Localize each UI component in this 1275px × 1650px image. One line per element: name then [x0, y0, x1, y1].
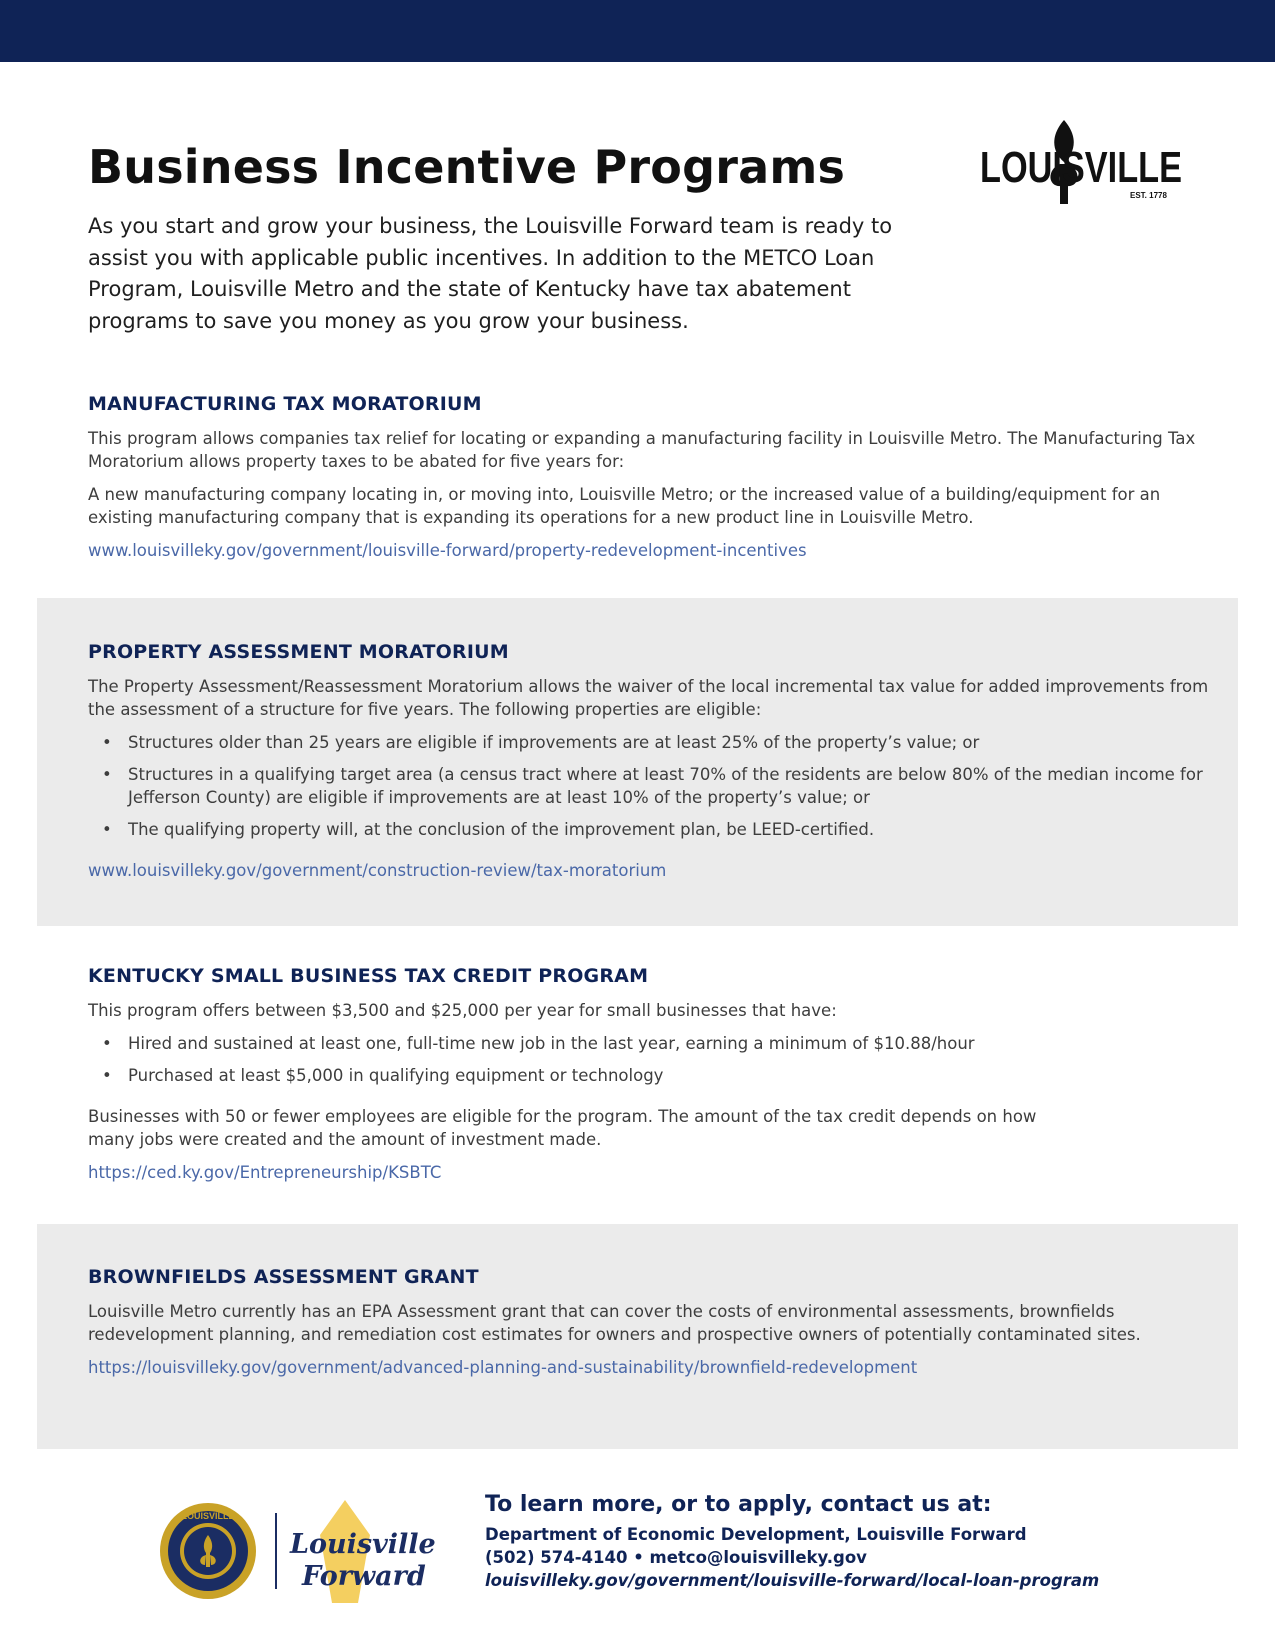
list-item: • Structures in a qualifying target area (a census tract where at least 70% of the residents are below 80% of the median income for Jefferson County) are eligible if improvements are at least 10% of the property’s value; or [102, 765, 1203, 807]
contact-department: Department of Economic Development, Louisville Forward [485, 1525, 1027, 1544]
kentucky-link[interactable]: https://ced.ky.gov/Entrepreneurship/KSBTC [88, 1163, 442, 1182]
section-paragraph: A new manufacturing company locating in, or moving into, Louisville Metro; or the increased value of a building/equipment for an existing manufacturing company that is expanding its operations for a new product line in Louisville Metro. [88, 485, 1161, 527]
section-heading: PROPERTY ASSESSMENT MORATORIUM [88, 641, 509, 663]
bullet-icon: • [102, 765, 112, 784]
section-paragraph: The Property Assessment/Reassessment Moratorium allows the waiver of the local incremental tax value for added improvements from the assessment of a structure for five years. The following properties are eligible: [88, 677, 1209, 719]
page-title: Business Incentive Programs [88, 140, 846, 194]
list-item: • Structures older than 25 years are eligible if improvements are at least 25% of the property’s value; or [102, 733, 980, 752]
section-paragraph: This program offers between $3,500 and $25,000 per year for small businesses that have: [88, 1001, 837, 1020]
logo-est: EST. 1778 [1130, 191, 1167, 200]
bullet-icon: • [102, 733, 112, 752]
louisville-logo [980, 112, 1182, 212]
bullet-list [88, 1032, 1218, 1087]
bullet-icon: • [102, 820, 112, 839]
contact-phone-email[interactable]: (502) 574-4140 • metco@louisvilleky.gov [485, 1548, 867, 1567]
manufacturing-link[interactable]: www.louisvilleky.gov/government/louisville-forward/property-redevelopment-incentives [88, 541, 807, 560]
section-heading: KENTUCKY SMALL BUSINESS TAX CREDIT PROGRAM [88, 965, 649, 987]
intro-paragraph: As you start and grow your business, the Louisville Forward team is ready to assist you with applicable public incentives. In addition to the METCO Loan Program, Louisville Metro and the state of Kentucky have tax abatement programs to save you money as you grow your business. [88, 214, 893, 333]
logo-divider [275, 1513, 277, 1589]
contact-url[interactable]: louisvilleky.gov/government/louisville-forward/local-loan-program [485, 1571, 1100, 1590]
forward-logo-line1: Louisville [290, 1529, 436, 1560]
bullet-icon: • [102, 1066, 112, 1085]
contact-block [485, 1492, 1205, 1592]
section-paragraph: Businesses with 50 or fewer employees are eligible for the program. The amount of the tax credit depends on how many jobs were created and the amount of investment made. [88, 1107, 1037, 1149]
logo-wordmark: LOUISVILLE [980, 143, 1182, 192]
list-item: • Hired and sustained at least one, full-time new job in the last year, earning a minimum of $10.88/hour [102, 1034, 975, 1053]
top-banner [0, 0, 1275, 62]
footer-logos [160, 1495, 436, 1607]
section-paragraph: Louisville Metro currently has an EPA Assessment grant that can cover the costs of environmental assessments, brownfields redevelopment planning, and remediation cost estimates for owners and prospective owners of potentially contaminated sites. [88, 1302, 1141, 1344]
section-paragraph: This program allows companies tax relief for locating or expanding a manufacturing facility in Louisville Metro. The Manufacturing Tax Moratorium allows property taxes to be abated for five years for: [88, 429, 1196, 471]
list-item: • The qualifying property will, at the conclusion of the improvement plan, be LEED-certified. [102, 820, 875, 839]
section-kentucky [88, 965, 1218, 1184]
property-link[interactable]: www.louisvilleky.gov/government/construction-review/tax-moratorium [88, 861, 667, 880]
section-manufacturing [88, 393, 1218, 562]
forward-logo-line2: Forward [302, 1561, 426, 1592]
contact-heading: To learn more, or to apply, contact us at: [485, 1492, 992, 1517]
section-brownfields [88, 1266, 1218, 1379]
section-heading: MANUFACTURING TAX MORATORIUM [88, 393, 482, 415]
seal-text: LOUISVILLE [181, 1511, 235, 1521]
list-item: • Purchased at least $5,000 in qualifying equipment or technology [102, 1066, 664, 1085]
bullet-list [88, 731, 1218, 841]
section-property [88, 641, 1218, 882]
section-heading: BROWNFIELDS ASSESSMENT GRANT [88, 1266, 479, 1288]
brownfields-link[interactable]: https://louisvilleky.gov/government/advanced-planning-and-sustainability/brownfield-redevelopment [88, 1358, 918, 1377]
bullet-icon: • [102, 1034, 112, 1053]
